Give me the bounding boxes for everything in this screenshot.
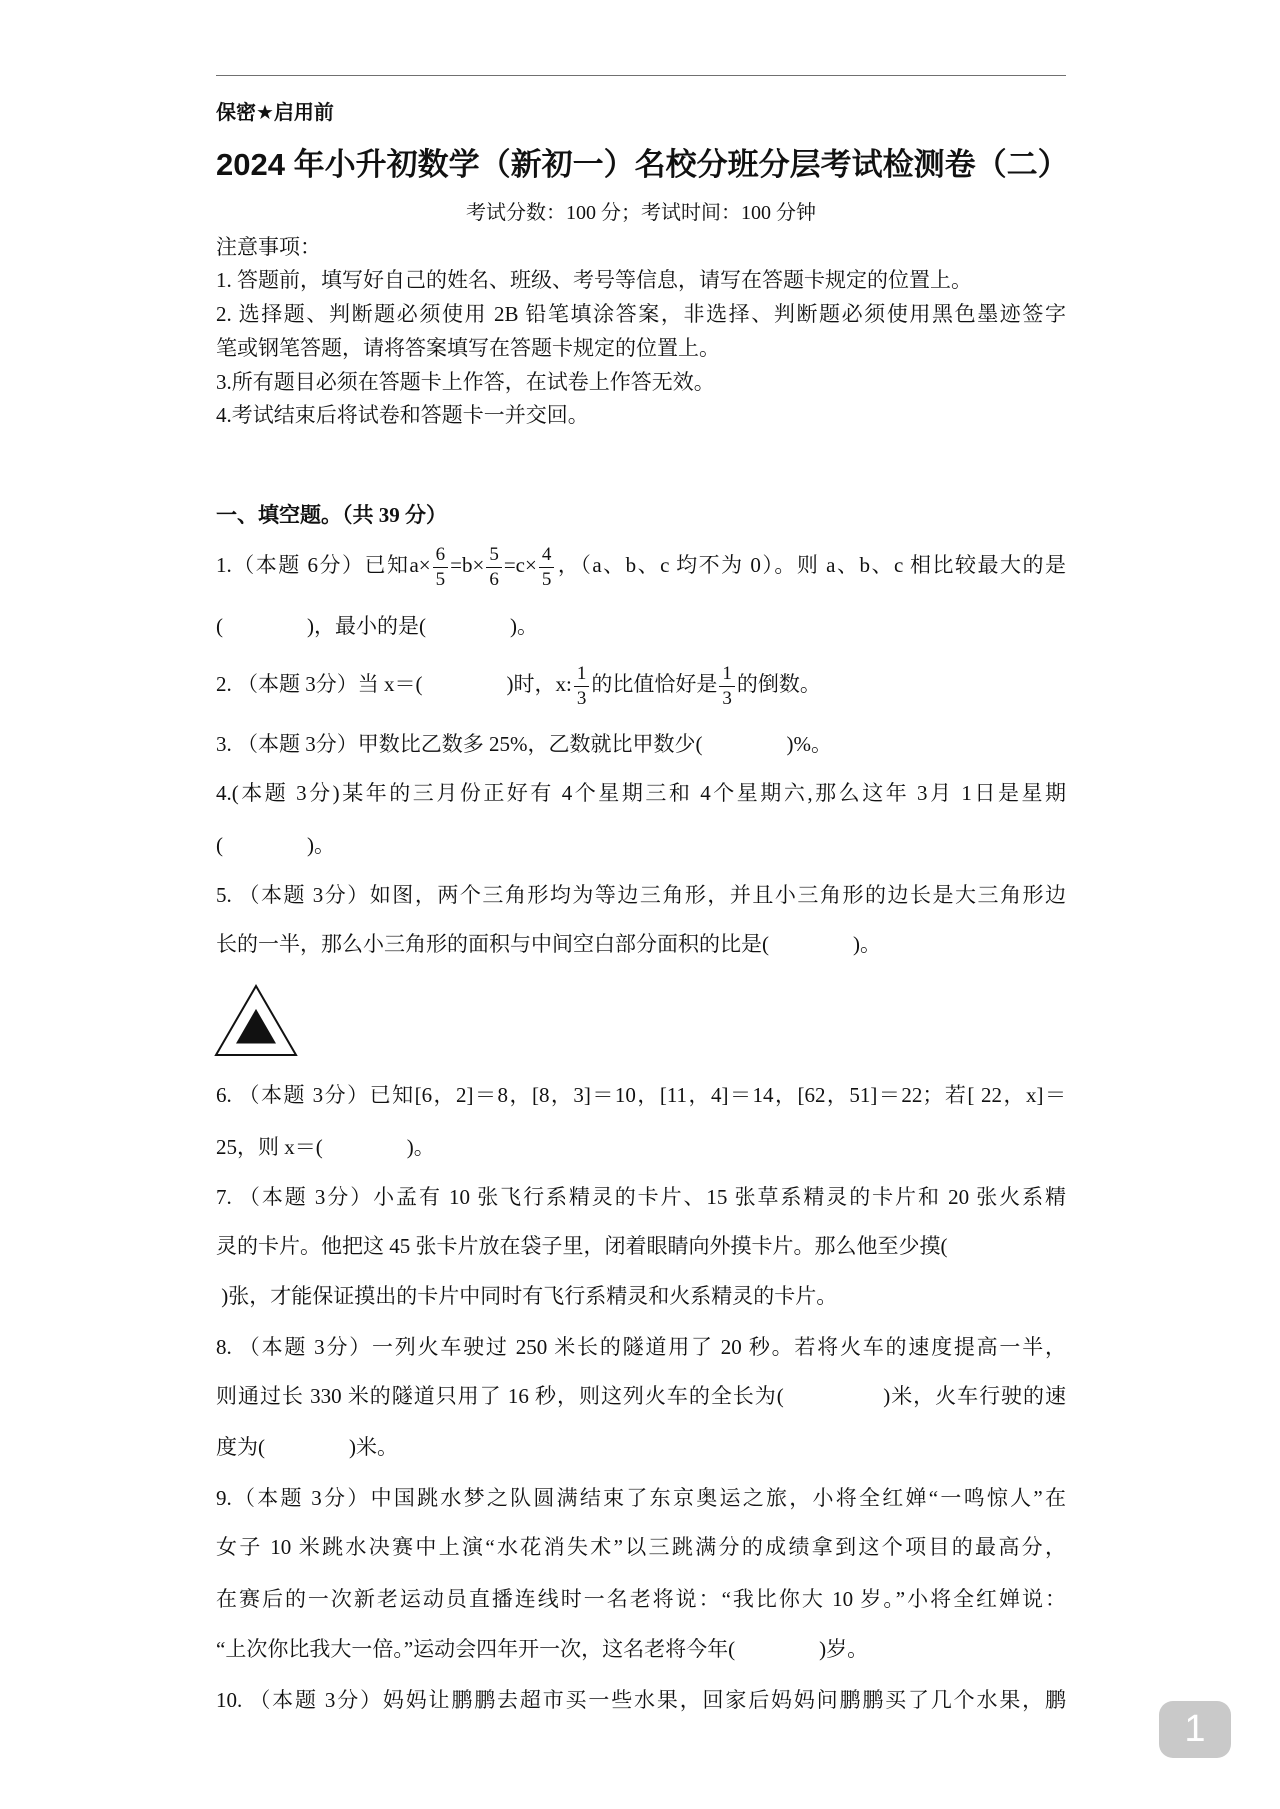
question-text: 的比值恰好是 (591, 672, 718, 696)
question-text: =b× (450, 553, 485, 577)
exam-info: 考试分数：100 分；考试时间：100 分钟 (466, 202, 816, 224)
question-10-line-1: 10. （本题 3分）妈妈让鹏鹏去超市买一些水果，回家后妈妈问鹏鹏买了几个水果，鹏 (216, 1688, 1066, 1712)
fraction-denominator: 5 (435, 568, 446, 590)
fraction (574, 663, 590, 710)
question-4-line-1: 4.(本题 3分)某年的三月份正好有 4个星期三和 4个星期六,那么这年 3月 1日是星期 (216, 781, 1066, 805)
fraction (719, 663, 735, 710)
question-5-line-2: 长的一半，那么小三角形的面积与中间空白部分面积的比是( )。 (216, 932, 881, 956)
section-heading: 一、填空题。（共 39 分） (216, 503, 447, 527)
note-line: 1. 答题前，填写好自己的姓名、班级、考号等信息，请写在答题卡规定的位置上。 (216, 268, 972, 292)
question-text: 的倒数。 (736, 672, 821, 696)
fraction-numerator: 1 (574, 663, 590, 687)
question-1-line-2: ( )，最小的是( )。 (216, 614, 538, 638)
fraction (486, 544, 502, 591)
question-text: =c× (503, 553, 537, 577)
question-4-line-2: ( )。 (216, 833, 335, 857)
question-text: 2. （本题 3分）当 x＝( )时，x: (216, 672, 572, 696)
question-9-line-3: 在赛后的一次新老运动员直播连线时一名老将说：“我比你大 10 岁。”小将全红婵说： (216, 1587, 1066, 1611)
question-7-line-3: )张，才能保证摸出的卡片中同时有飞行系精灵和火系精灵的卡片。 (216, 1284, 838, 1308)
question-6-line-1: 6. （本题 3分）已知[6，2]＝8，[8，3]＝10，[11，4]＝14，[62，51]＝22；若[ 22，x]＝ (216, 1083, 1066, 1107)
fraction-denominator: 5 (541, 568, 552, 590)
question-2-line-1 (216, 656, 1066, 712)
fraction-numerator: 1 (719, 663, 735, 687)
fraction-denominator: 3 (722, 687, 732, 709)
note-line: 2. 选择题、判断题必须使用 2B 铅笔填涂答案，非选择、判断题必须使用黑色墨迹签字 (216, 302, 1066, 326)
question-text: 1.（本题 6分）已知a× (216, 553, 431, 577)
question-6-line-2: 25，则 x＝( )。 (216, 1135, 435, 1159)
question-1-line-1 (216, 537, 1066, 593)
page-number-badge (1159, 1701, 1231, 1758)
question-text: ，（a、b、c 均不为 0）。则 a、b、c 相比较最大的是 (556, 553, 1066, 577)
question-7-line-2: 灵的卡片。他把这 45 张卡片放在袋子里，闭着眼睛向外摸卡片。那么他至少摸( (216, 1234, 948, 1258)
confidential-label: 保密★启用前 (216, 102, 334, 124)
notes-heading: 注意事项： (216, 235, 321, 259)
fraction-numerator: 4 (539, 544, 555, 568)
question-8-line-3: 度为( )米。 (216, 1435, 398, 1459)
fraction (433, 544, 449, 591)
question-9-line-2: 女子 10 米跳水决赛中上演“水花消失术”以三跳满分的成绩拿到这个项目的最高分， (216, 1535, 1066, 1559)
note-line: 3.所有题目必须在答题卡上作答，在试卷上作答无效。 (216, 370, 715, 394)
question-7-line-1: 7. （本题 3分）小孟有 10 张飞行系精灵的卡片、15 张草系精灵的卡片和 20 张火系精 (216, 1185, 1066, 1209)
page-number: 1 (1184, 1708, 1206, 1750)
question-9-line-1: 9.（本题 3分）中国跳水梦之队圆满结束了东京奥运之旅，小将全红婵“一鸣惊人”在 (216, 1486, 1066, 1510)
question-8-line-1: 8. （本题 3分）一列火车驶过 250 米长的隧道用了 20 秒。若将火车的速度提高一半， (216, 1335, 1066, 1359)
top-rule (216, 75, 1066, 76)
question-9-line-4: “上次你比我大一倍。”运动会四年开一次，这名老将今年( )岁。 (216, 1637, 869, 1661)
note-line: 4.考试结束后将试卷和答题卡一并交回。 (216, 403, 589, 427)
fraction-numerator: 6 (433, 544, 449, 568)
page-title: 2024 年小升初数学（新初一）名校分班分层考试检测卷（二） (216, 147, 1069, 182)
fraction (539, 544, 555, 591)
triangle-figure (214, 984, 298, 1058)
fraction-denominator: 3 (576, 687, 587, 709)
fraction-numerator: 5 (486, 544, 502, 568)
fraction-denominator: 6 (489, 568, 499, 590)
question-5-line-1: 5. （本题 3分）如图，两个三角形均为等边三角形，并且小三角形的边长是大三角形边 (216, 883, 1066, 907)
question-8-line-2: 则通过长 330 米的隧道只用了 16 秒，则这列火车的全长为( )米，火车行驶的速 (216, 1384, 1066, 1408)
note-line: 笔或钢笔答题，请将答案填写在答题卡规定的位置上。 (216, 336, 720, 360)
question-3-line-1: 3. （本题 3分）甲数比乙数多 25%，乙数就比甲数少( )%。 (216, 732, 832, 756)
